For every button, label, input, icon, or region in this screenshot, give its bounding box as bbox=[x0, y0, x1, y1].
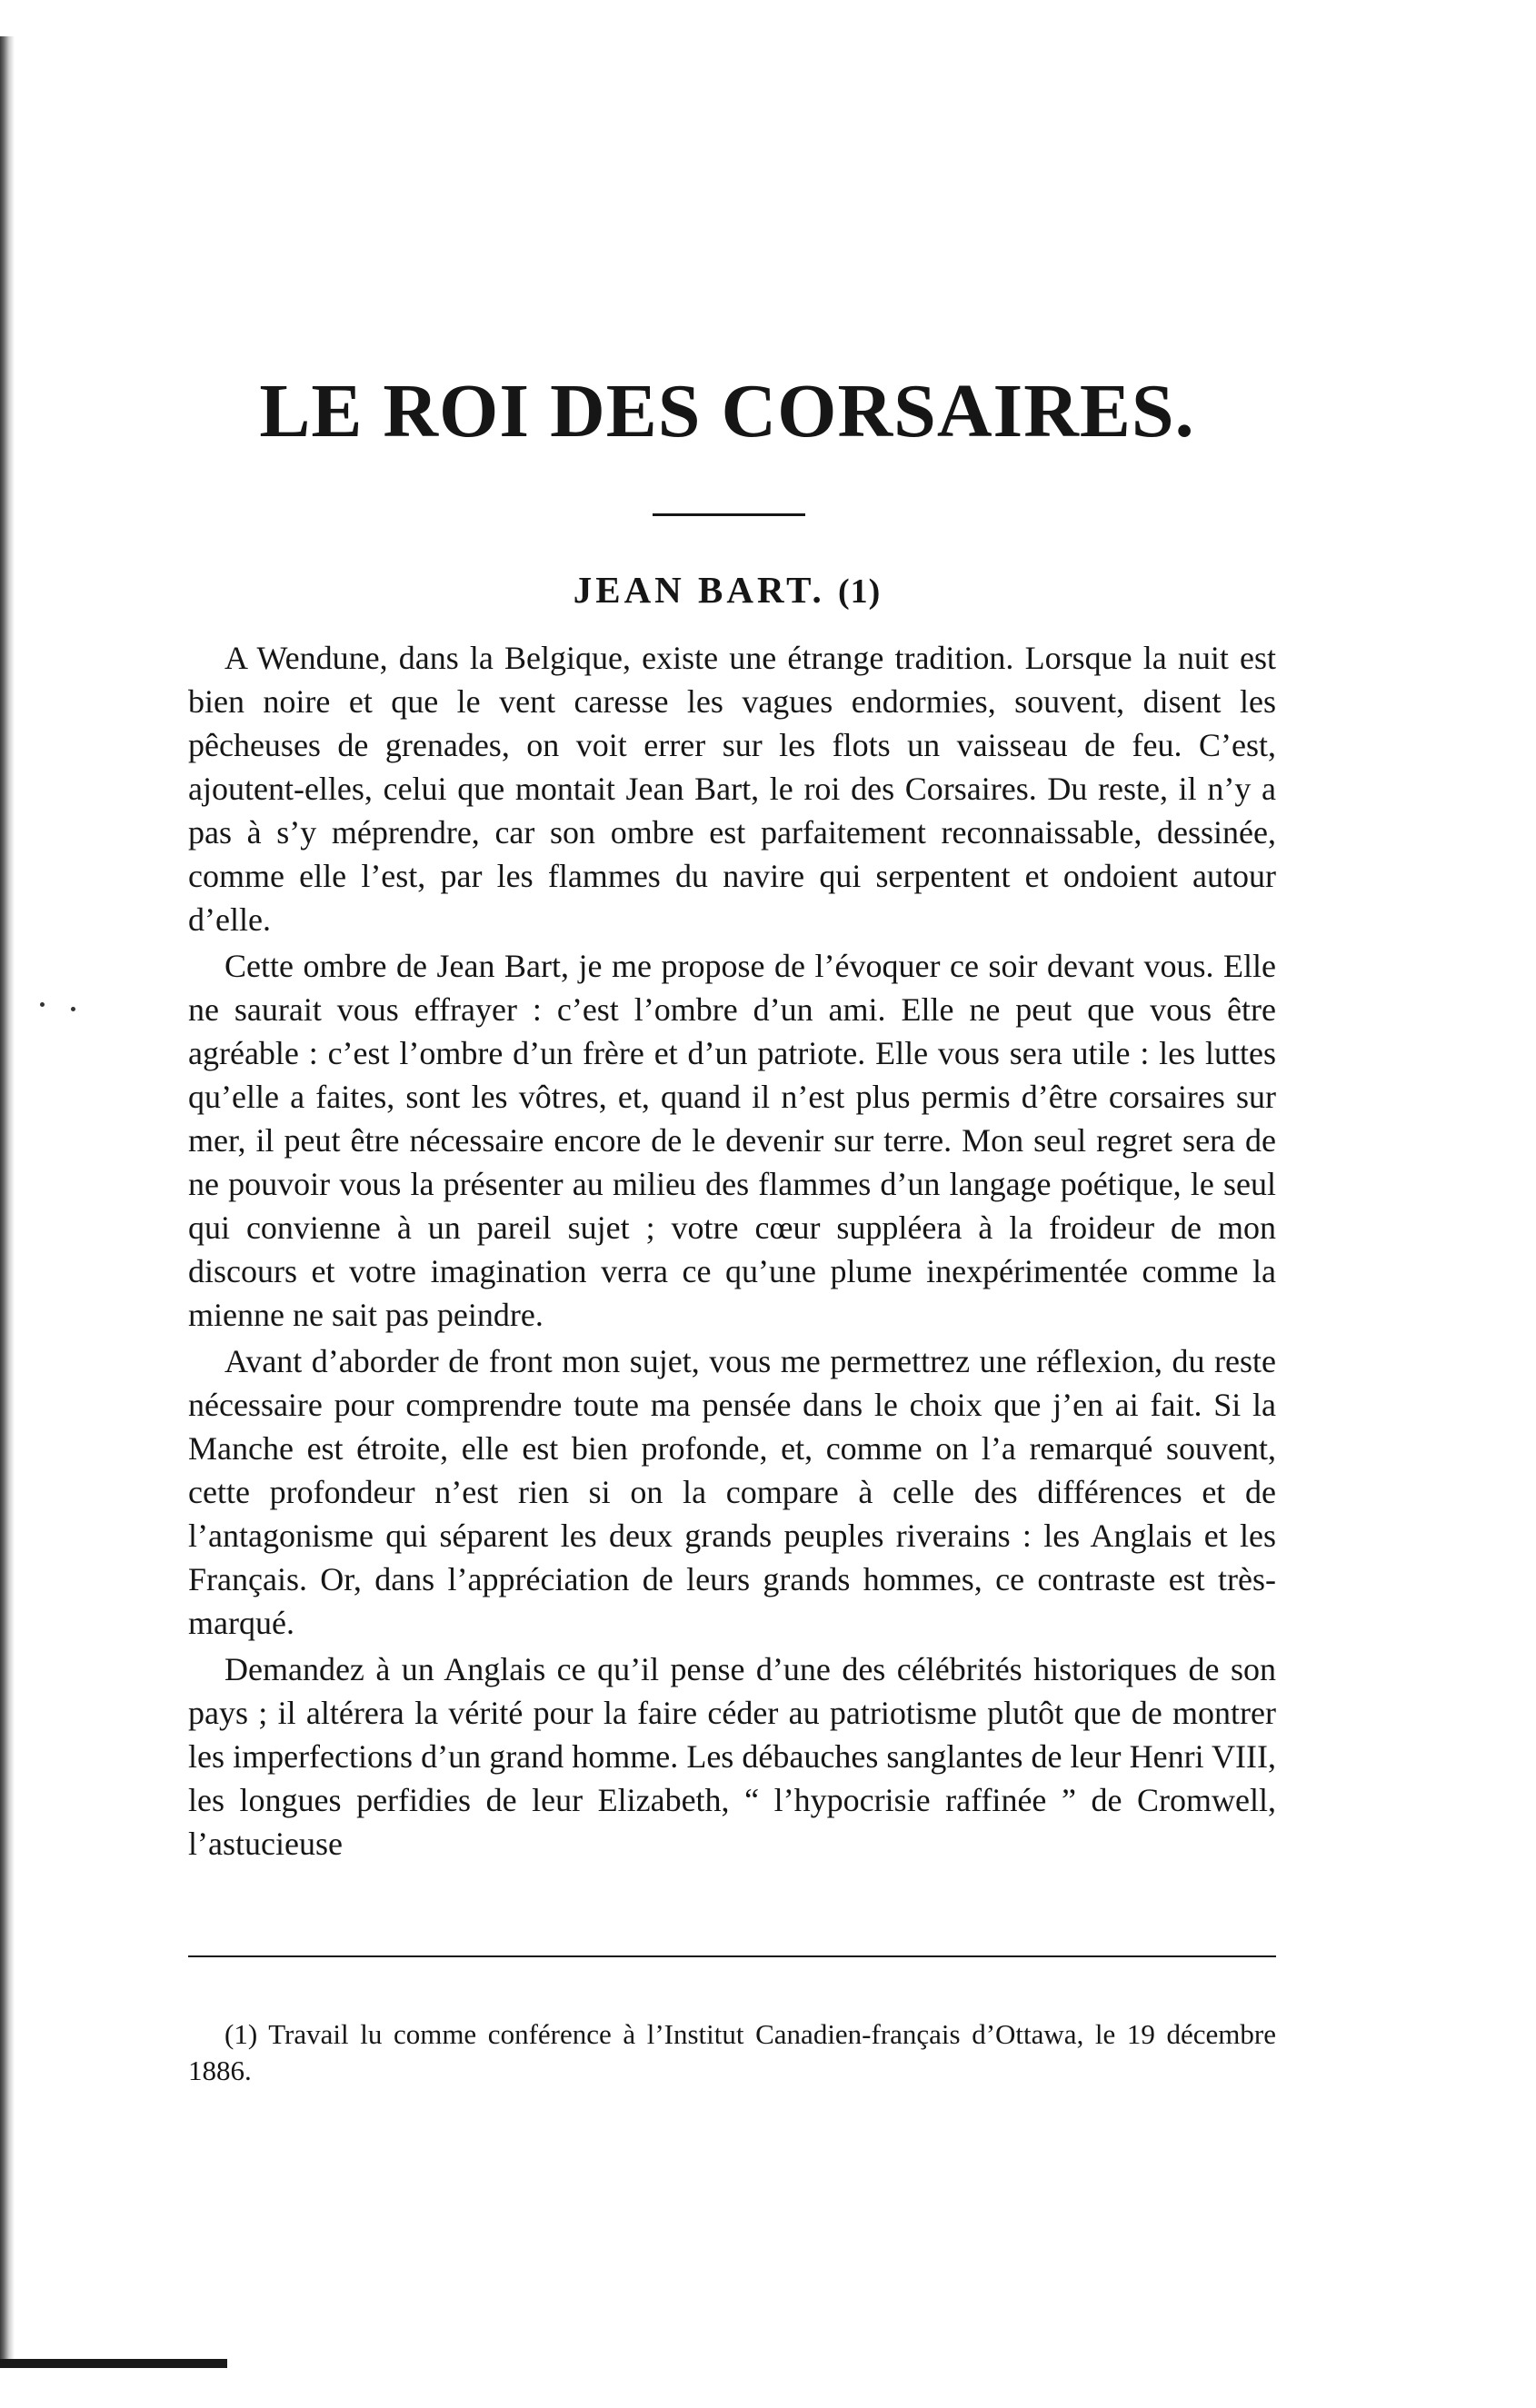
page-title: LE ROI DES CORSAIRES. bbox=[259, 369, 1195, 454]
section-heading bbox=[0, 569, 1454, 612]
title-divider bbox=[653, 513, 805, 516]
paragraph: Cette ombre de Jean Bart, je me propose de l’évoquer ce soir devant vous. Elle ne saurait vous effrayer : c’est l’ombre d’un ami. Elle ne peut que vous être agréable : c’est l’ombre d’un frère et d’un patriote. Elle vous sera utile : les luttes qu’elle a faites, sont les vôtres, et, quand il n’est plus permis d’être corsaires sur mer, il peut être nécessaire encore de le devenir sur terre. Mon seul regret sera de ne pouvoir vous la présenter au milieu des flammes d’un langage poétique, le seul qui convienne à un pareil sujet ; votre cœur suppléera à la froideur de mon discours et votre imagination verra ce qu’une plume inexpérimentée comme la mienne ne sait pas peindre. bbox=[188, 948, 1276, 1333]
paragraph: Demandez à un Anglais ce qu’il pense d’une des célébrités historiques de son pays ; il altérera la vérité pour la faire céder au patriotisme plutôt que de montrer les imperfections d’un grand homme. Les débauches sanglantes de leur Henri VIII, les longues perfidies de leur Elizabeth, “ l’hypocrisie raffinée ” de Cromwell, l’astucieuse bbox=[188, 1651, 1276, 1862]
margin-speck bbox=[40, 1002, 45, 1007]
body-text bbox=[188, 636, 1276, 1868]
page-bottom-mark bbox=[0, 2359, 227, 2368]
footnote-reference: (1) bbox=[837, 572, 882, 612]
section-heading-text: JEAN BART. bbox=[573, 569, 825, 612]
paragraph: A Wendune, dans la Belgique, existe une étrange tradition. Lorsque la nuit est bien noire et que le vent caresse les vagues endormies, souvent, disent les pêcheuses de grenades, on voit errer sur les flots un vaisseau de feu. C’est, ajoutent-elles, celui que montait Jean Bart, le roi des Corsaires. Du reste, il n’y a pas à s’y méprendre, car son ombre est parfaitement reconnaissable, dessinée, comme elle l’est, par les flammes du navire qui serpentent et ondoient autour d’elle. bbox=[188, 640, 1276, 938]
footnote-divider bbox=[188, 1955, 1276, 1957]
paragraph: Avant d’aborder de front mon sujet, vous me permettrez une réflexion, du reste nécessaire pour comprendre toute ma pensée dans le choix que j’en ai fait. Si la Manche est étroite, elle est bien profonde, et, comme on l’a remarqué souvent, cette profondeur n’est rien si on la compare à celle des différences et de l’antagonisme qui séparent les deux grands peuples riverains : les Anglais et les Français. Or, dans l’appréciation de leurs grands hommes, ce contraste est très-marqué. bbox=[188, 1343, 1276, 1641]
margin-speck bbox=[71, 1007, 75, 1011]
footnote: (1) Travail lu comme conférence à l’Institut Canadien-français d’Ottawa, le 19 décembre 1886. bbox=[188, 2018, 1276, 2086]
